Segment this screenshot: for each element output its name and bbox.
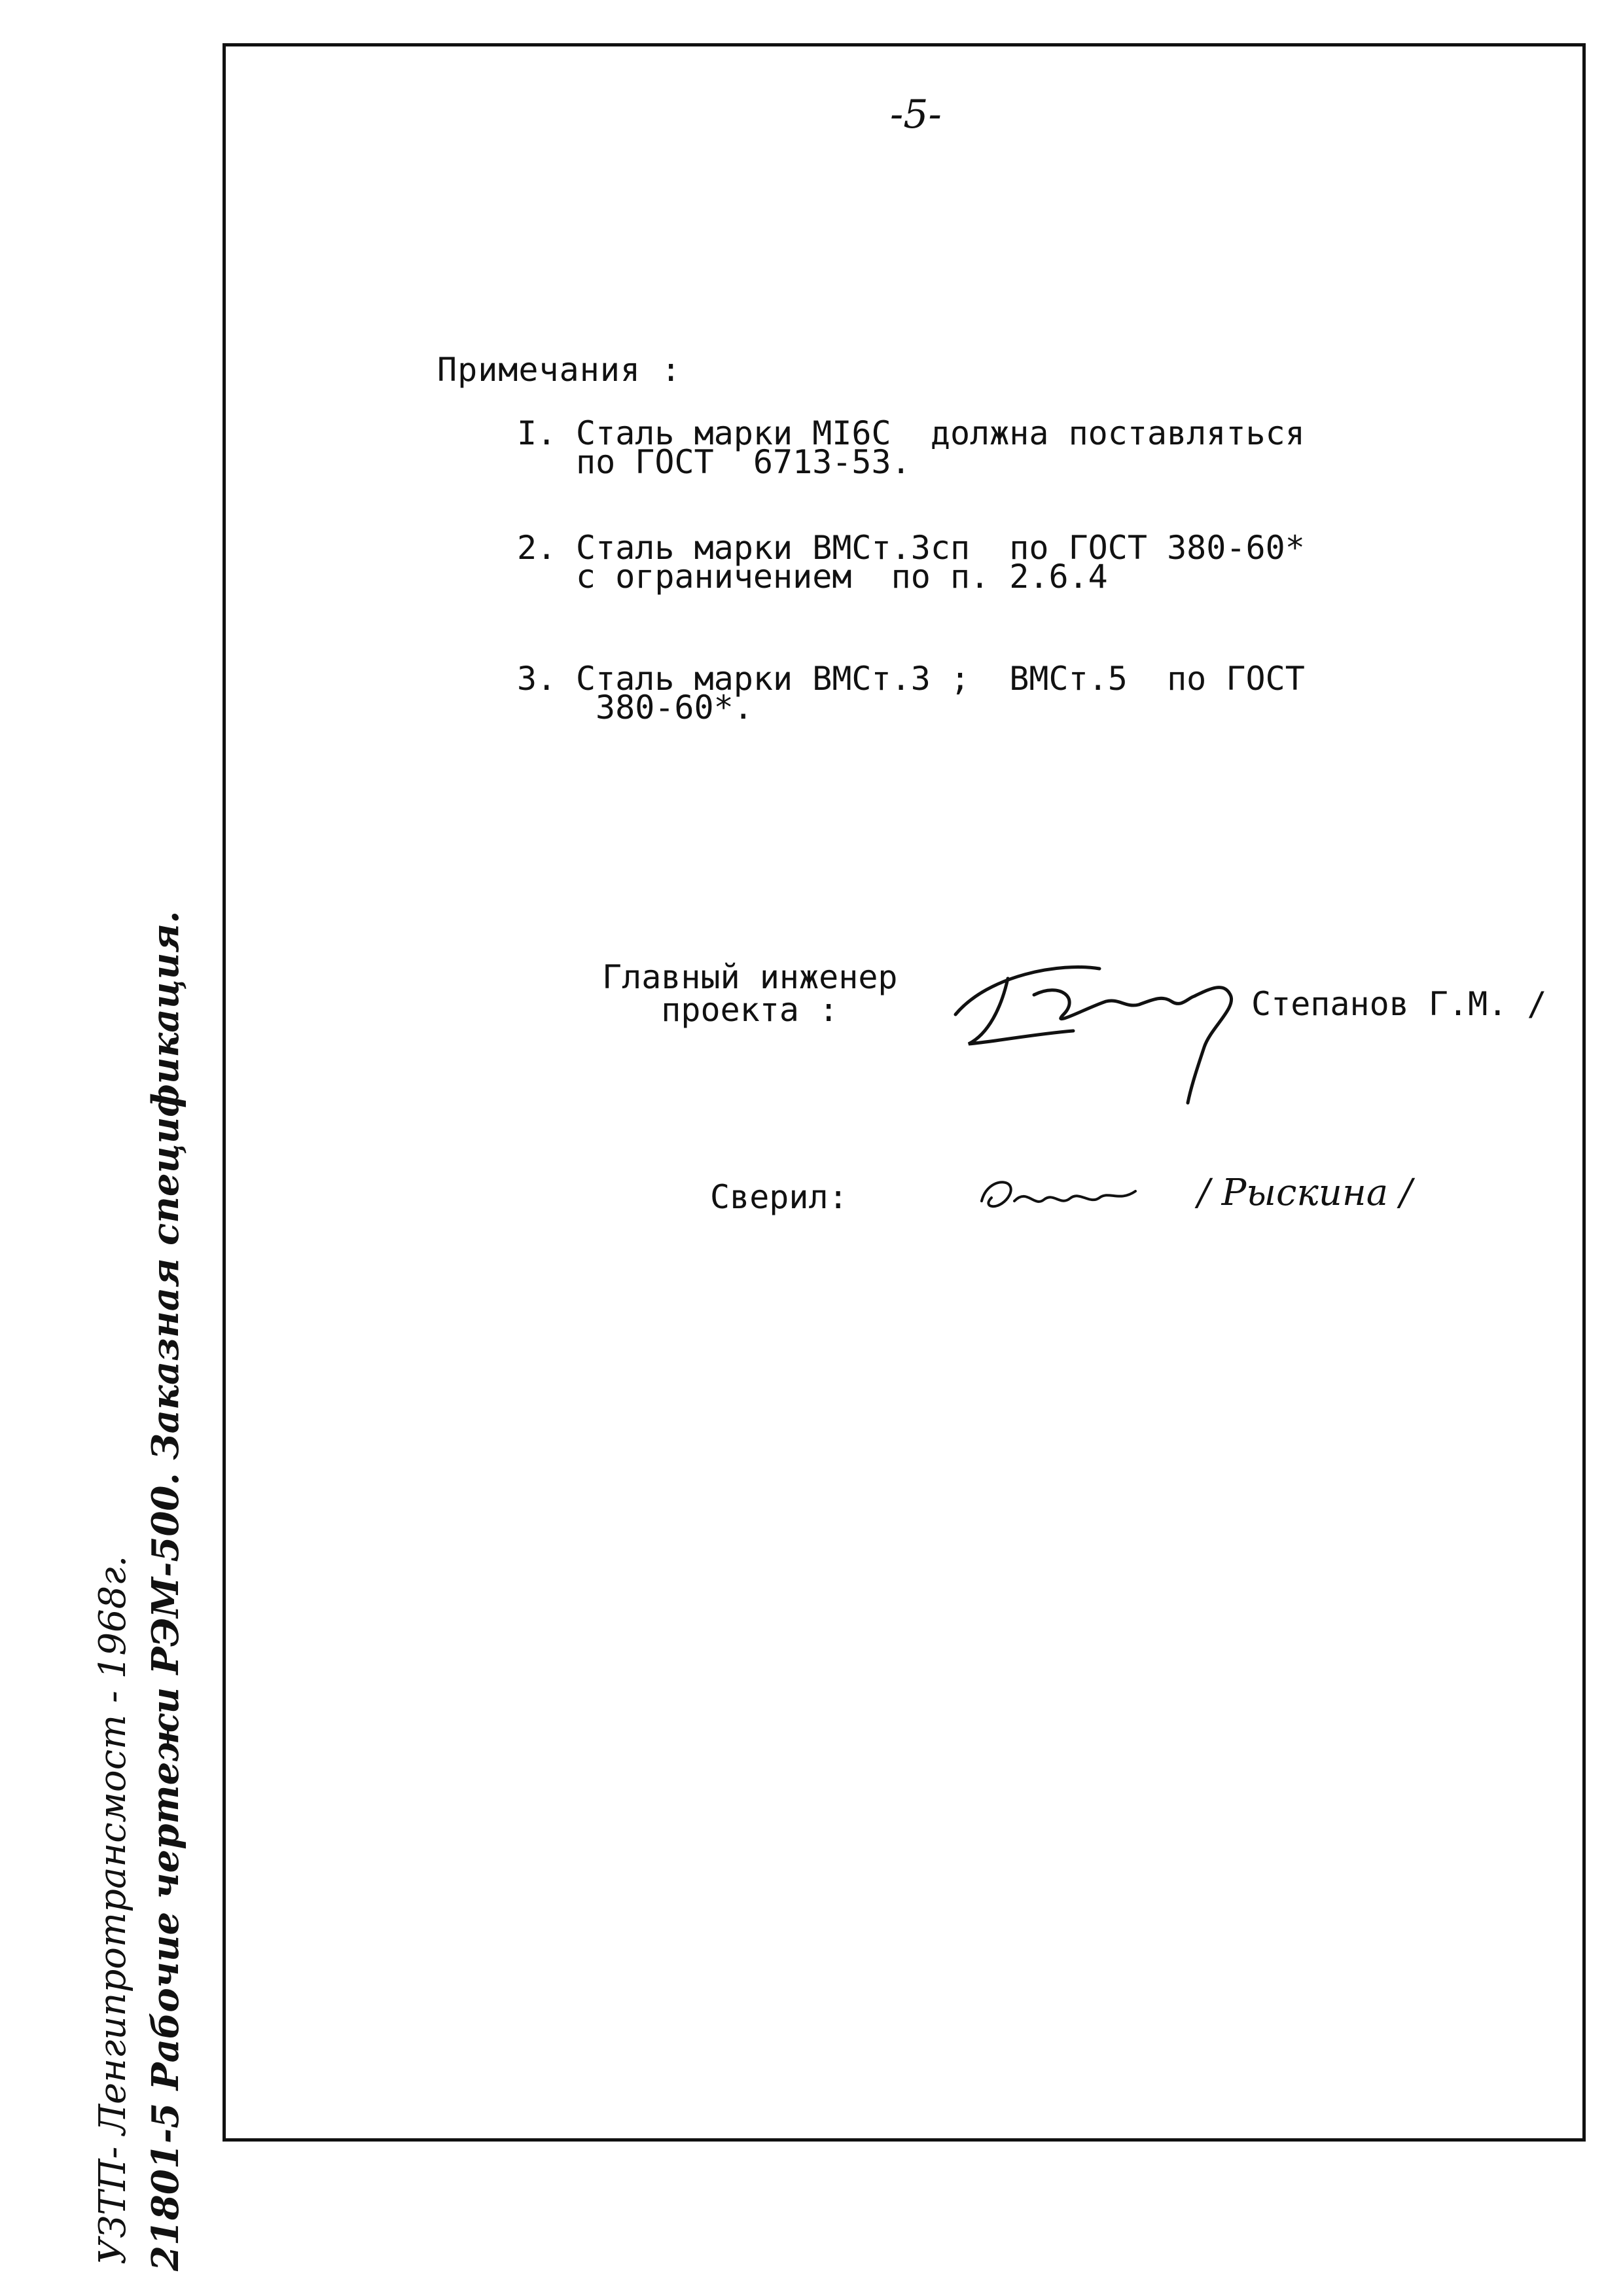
checked-by-signature: [969, 1162, 1152, 1234]
note-number: 3.: [517, 660, 557, 698]
note-text-line2: по ГОСТ 6713-53.: [576, 443, 911, 481]
page-number: -5-: [890, 92, 942, 137]
chief-engineer-label-line2: проекта :: [661, 991, 839, 1029]
note-item: [517, 529, 1305, 596]
chief-engineer-label-line1: Главный инженер: [602, 958, 898, 996]
note-number: 2.: [517, 529, 557, 567]
note-item: [517, 660, 1305, 726]
note-text-line2: 380-60*.: [596, 689, 753, 726]
note-text-line1: Сталь марки ВМСт.3сп по ГОСТ 380-60*: [576, 529, 1305, 567]
note-item: [517, 414, 1305, 481]
checked-by-name: / Рыскина /: [1198, 1172, 1412, 1214]
note-text-line1: Сталь марки МI6С должна поставляться: [576, 414, 1305, 452]
page-frame: [223, 43, 1586, 2142]
note-text-line2: с ограничением по п. 2.6.4: [576, 558, 1108, 596]
checked-by-label: Сверил:: [710, 1178, 848, 1216]
chief-engineer-name: Степанов Г.М. /: [1251, 985, 1547, 1023]
margin-note-line2: 21801-5 Рабочие чертежи РЭМ-500. Заказная спецификация.: [144, 910, 187, 2271]
note-number: I.: [517, 414, 557, 452]
chief-engineer-label: [602, 958, 898, 1029]
margin-note-line1: УЗТП- Ленгипротрансмост - 1968г.: [92, 1555, 134, 2265]
chief-engineer-signature: [929, 936, 1257, 1106]
notes-title: Примечания :: [437, 351, 682, 389]
note-text-line1: Сталь марки ВМСт.3 ; ВМСт.5 по ГОСТ: [576, 660, 1305, 698]
